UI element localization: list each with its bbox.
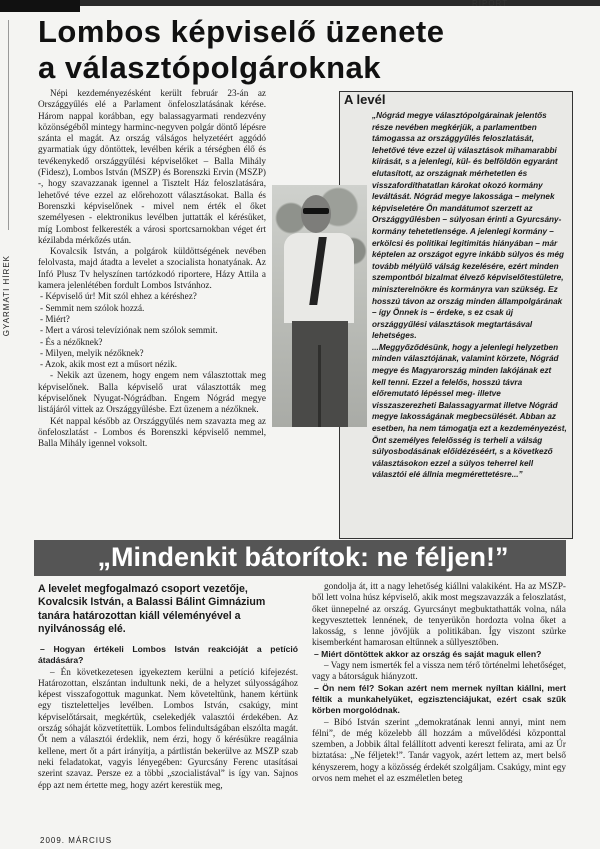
article1-body	[38, 88, 266, 450]
article1-paragraph: - Nekik azt üzenem, hogy engem nem választottak meg képviselőnek. Balla képviselő urat választották meg képviselőnek Nyugat-Nógrádban. Engem Nógrád megye listájáról vittek az Országgyűlésbe. Ezt üzenem a nézőknek.	[38, 370, 266, 415]
footer-date: 2009. MÁRCIUS	[40, 836, 113, 845]
interview-answer: – Vagy nem ismerték fel a vissza nem térő történelmi lehetőséget, vagy a bátorságuk hiányzott.	[312, 660, 566, 682]
letter-paragraph: ...Meggyőződésünk, hogy a jelenlegi helyzetben minden választójának, valamint körzete, Nógrád megye és Magyarország minden lakójának ezt kell tenni. Ezzel a felelős, hosszú távra előremutató lépéssel meg- illetve visszaszerezheti Balassagyarmat illetve Nógrád megye lakosságának megbecsülését. Abban az esetben, ha nem támogatja ezt a kezdeményezést, Önt személyes felelősség is terheli a válság súlyosbodásának előidézéséért, s a következő választásokon ezzel a súlyos teherrel kell választói elé állnia megmérettetésre...”	[372, 342, 567, 480]
dialogue-line: - Mert a városi televíziónak nem szólok semmit.	[40, 325, 218, 336]
top-rule	[0, 0, 600, 6]
article1-paragraph: Kovalcsik István, a polgárok küldöttségének nevében felolvasta, majd átadta a levelet a szocialista honatyának. Az Infó Plusz Tv helyszínen tartózkodó riportere, Házy Attila a kamera jelenlétében fordult Lombos Istvánhoz.	[38, 246, 266, 291]
photo-head	[301, 195, 331, 233]
article1-title-line1: Lombos képviselő üzenete	[38, 14, 445, 49]
top-block	[0, 0, 80, 12]
letter-paragraph: „Nógrád megye választópolgárainak jelentős része nevében megkérjük, a parlamentben támogassa az országgyűlés feloszlatását, lehetővé téve ezzel új választások mihamarabbi kiírását, s a jelenlegi, kül- és belföldön egyaránt elutasított, az országnak mérhetetlen és visszafordíthatatlan károkat okozó kormány leváltását. Nógrád megye lakossága – melynek képviseletére Ön mandátumot szerzett az Országgyűlésben – súlyosan érinti a Gyurcsány-kormány tehetetlensége. A jelenlegi kormány – erkölcsi és politikai legitimitás hiányában – már képtelen az országot egyre inkább súlyos és még tovább mélyülő válság kezelésére, ezért minden szempontból bizalmat élvező képviselőtestületre, miniszterelnökre és kormányra van szükség. Ez hosszú távon az ország minden állampolgárának – így Önnek is – érdeke, s ez csak új országgyűlési választások megtartásával lehetséges.	[372, 111, 565, 341]
photo-lombos-istvan	[272, 185, 367, 427]
dialogue-line: - Milyen, melyik nézőknek?	[40, 347, 144, 358]
dialogue-line: - Semmit nem szólok hozzá.	[40, 302, 145, 313]
article1-paragraph: Népi kezdeményezésként került február 23-án az Országgyűlés elé a Parlament önfeloszlatásának kérése. Három nappal korábban, egy balassagyarmati rendezvény közönségéből mintegy harminc-negyven polgár döntő lépésre szánta el magát. Az ország válságos helyzetéért aggódó gyarmatiak úgy döntöttek, levélben kérik a térségben élő és tevékenykedő országgyűlési képviselőket – Balla Mihály (Fidesz), Lombos István (MSZP) és Borenszki Ervin (MSZP) -, hogy szavazzanak igennel a Tisztelt Ház feloszlatására, lehetővé téve ezzel az előrehozott választásokat. Balla és Borenszki képviselőnek - mivel nem érték el őket személyesen - elektronikus levélben juttatták el kérésüket, míg Lombost felkeresték a városi sportcsarnokban véget ért kézilabda mérkőzés után.	[38, 88, 266, 245]
interview-question: – Ön nem fél? Sokan azért nem mernek nyíltan kiállni, mert féltik a munkahelyüket, egzisztenciájukat, ezért csak szűk körben morgolódnak.	[312, 682, 566, 716]
dialogue-line: - Azok, akik most ezt a műsort nézik.	[40, 359, 178, 370]
dialogue-line: - Miért?	[40, 313, 70, 324]
photo-sunglasses	[303, 208, 329, 214]
letter-title: A levél	[344, 92, 386, 107]
side-label: GYARMATI HÍREK	[2, 255, 11, 337]
article2-left-column	[38, 644, 298, 791]
article1-title-line2: a választópolgároknak	[38, 50, 382, 85]
interview-answer: – Én következetesen igyekeztem kerülni a petíció kifejezést. Határozottan, elszántan indultunk neki, de a helyzet súlyosságához képest visszafogottuk magunkat. Nem követeltünk, hanem kértünk egy tiszteletteljes levélben. Lombos István, csakúgy, mint képviselőtársait, megkértük, cselekedjék valasztói érdekében. Az ország sóhaját közvetítettük. Lombos felindultságában elszólta magát. Őt nem a választói érdeklik, nem érzi, hogy ő kérésükre reagálnia kellene, mert őt a párt irányítja, a pártlistán bekerülve az MSZP szab neki feladatokat, vagyis lényegében: Gyurcsány Ferenc utasításai szerint szavaz. Persze ez a többi „szocialistával” is így van. Sajnos épp azt nem értette meg, hogy azért kerestük meg,	[38, 666, 298, 790]
side-divider	[8, 20, 9, 230]
article2-title: „Mindenkit bátorítok: ne féljen!”	[97, 542, 509, 572]
interview-question: – Miért döntöttek akkor az ország és saját maguk ellen?	[314, 648, 542, 659]
interview-question: – Hogyan értékeli Lombos István reakcióját a petíció átadására?	[38, 644, 298, 666]
letter-body	[372, 110, 567, 481]
interview-answer: – Bibó István szerint „demokratának lenni annyi, mint nem félni”, de még közelebb áll hozzám a művelődési központtal szemben, a Jobbik által felállított adventi kereszt felirata, ami az Úr biztatása: „Ne féljetek!”. Tanár vagyok, azért lettem az, mert belső kényszerem, hogy a közösség érdekét szolgáljam. Csakúgy, mint egy orvos nem mehet el az eszméletlen beteg	[312, 716, 566, 784]
interview-answer: gondolja át, itt a nagy lehetőség kiállni valakiként. Ha az MSZP-ből lett volna húsz képviselő, akik most megszavazzák a feloszlatást, őket ünnepelné az ország. Gyurcsányt megbuktathatták volna, nála kegyvesztettek lennének, de tenyerükön hordozta volna őket a lakosság, s lenne jövőjük a politikában. Így viszont szürke kisemberként hamarosan eltűnnek a süllyesztőben.	[312, 581, 566, 648]
photo-trouser-gap	[318, 345, 321, 427]
article1-paragraph: Két nappal később az Országgyűlés nem szavazta meg az önfeloszlatást - Lombos és Borenszki képviselő nemmel, Balla Mihály igennel voksolt.	[38, 415, 266, 449]
dialogue-line: - Képviselő úr! Mit szól ehhez a kéréshez?	[40, 291, 197, 302]
section-label: RIPORT	[472, 0, 509, 8]
article2-lead: A levelet megfogalmazó csoport vezetője, Kovalcsik István, a Balassi Bálint Gimnázium tanára határozottan kiáll véleményével a nyilvánosság elé.	[38, 583, 266, 635]
article1-title	[38, 14, 478, 86]
article2-right-column	[312, 581, 566, 784]
dialogue-line: - És a nézőknek?	[40, 336, 103, 347]
